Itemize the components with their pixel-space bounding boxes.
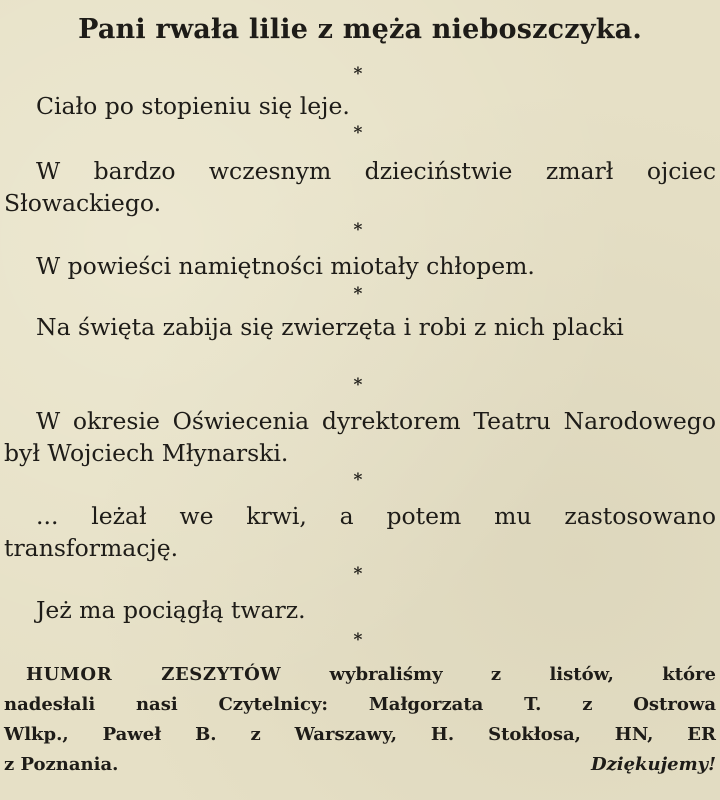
thanks-text: Dziękujemy! [590,754,716,775]
credits-line-1 [4,660,716,690]
credits-line-2: nadesłali nasi Czytelnicy: Małgorzata T. z Ostrowa [4,694,716,715]
separator-star: * [353,470,363,490]
joke-3: W powieści namiętności miotały chłopem. [36,252,535,280]
joke-7: Jeż ma pociągłą twarz. [36,596,306,624]
joke-1: Ciało po stopieniu się leje. [36,92,350,120]
joke-6: ... leżał we krwi, a potem mu zastosowano transformację. [4,502,716,562]
joke-2: W bardzo wczesnym dzieciństwie zmarł ojciec Słowackiego. [4,157,716,217]
separator-star: * [353,220,363,240]
separator-star: * [353,630,363,650]
separator-star: * [353,375,363,395]
credits-city: z Poznania. [4,754,119,775]
credits-lead: HUMOR ZESZYTÓW [26,664,282,685]
separator-star: * [353,284,363,304]
credits-line-3: Wlkp., Paweł B. z Warszawy, H. Stokłosa, HN, ER [4,724,716,745]
separator-star: * [353,64,363,84]
separator-star: * [353,123,363,143]
joke-5: W okresie Oświecenia dyrektorem Teatru Narodowego był Wojciech Młynarski. [4,407,716,467]
separator-star: * [353,564,363,584]
credits-line-1-rest: wybraliśmy z listów, które [329,664,716,685]
headline: Pani rwała lilie z męża nieboszczyka. [78,14,642,45]
credits-line-4 [4,750,716,780]
reader-credits [4,660,716,780]
joke-4: Na święta zabija się zwierzęta i robi z nich placki [36,313,624,341]
